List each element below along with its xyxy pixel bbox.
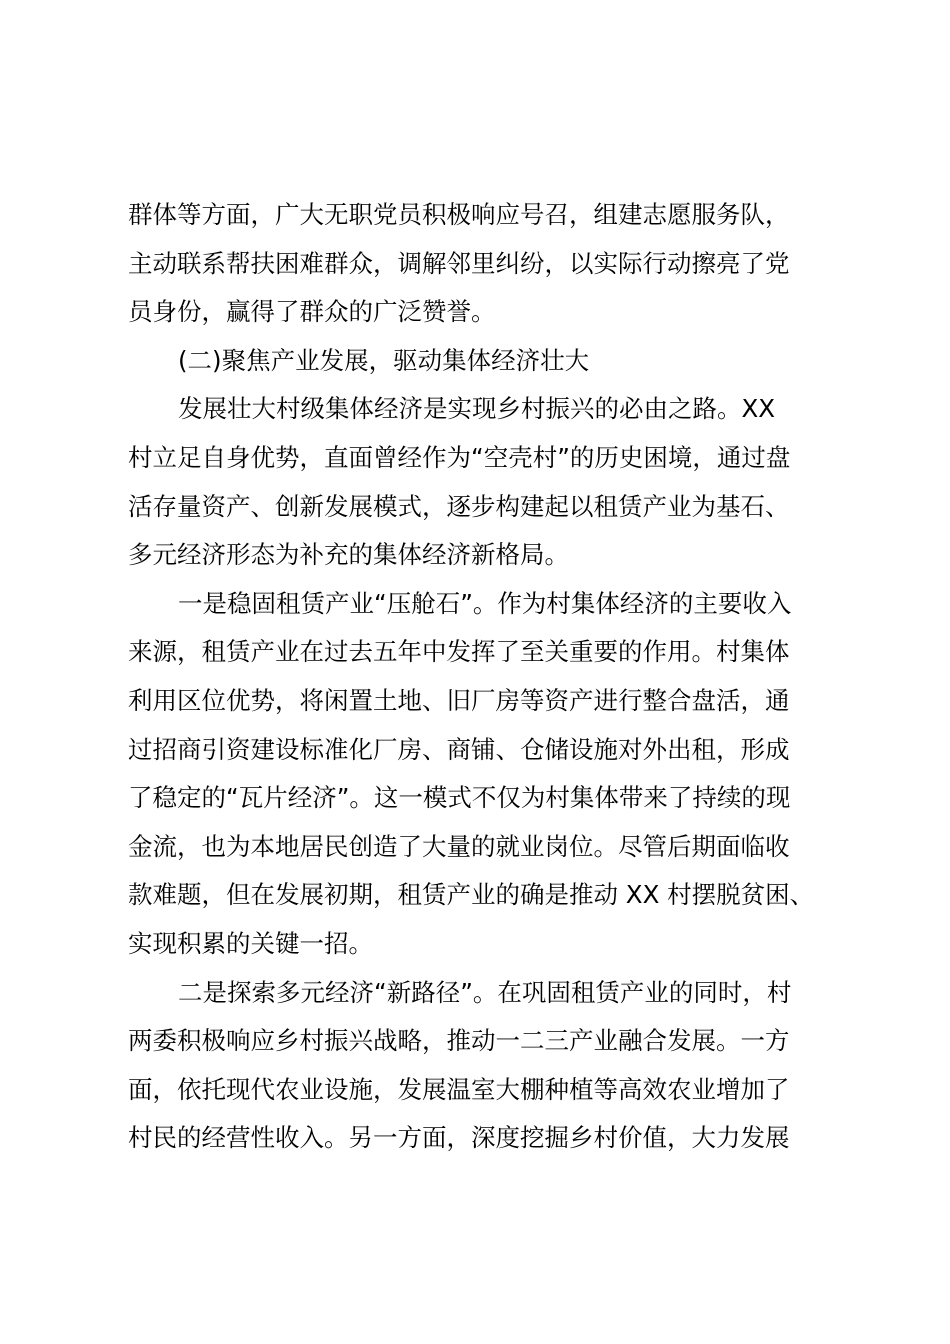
text-line: 村立足自身优势，直面曾经作为“空壳村”的历史困境，通过盘: [128, 442, 791, 472]
text-line: 员身份，赢得了群众的广泛赞誉。: [128, 297, 496, 327]
intro-paragraph: [128, 385, 828, 579]
text-line: 活存量资产、创新发展模式，逐步构建起以租赁产业为基石、: [128, 491, 790, 521]
document-body: [128, 191, 828, 1163]
text-line: 发展壮大村级集体经济是实现乡村振兴的必由之路。XX: [178, 394, 776, 424]
text-line: 金流，也为本地居民创造了大量的就业岗位。尽管后期面临收: [128, 831, 790, 861]
text-line: 过招商引资建设标准化厂房、商铺、仓储设施对外出租，形成: [128, 734, 790, 764]
text-line: 主动联系帮扶困难群众，调解邻里纠纷，以实际行动擦亮了党: [128, 248, 790, 278]
text-line: 实现积累的关键一招。: [128, 928, 373, 958]
diversified-paragraph: [128, 969, 828, 1163]
section-heading: (二)聚焦产业发展，驱动集体经济壮大: [178, 345, 590, 375]
text-line: 利用区位优势，将闲置土地、旧厂房等资产进行整合盘活，通: [128, 685, 790, 715]
text-line: 款难题，但在发展初期，租赁产业的确是推动 XX 村摆脱贫困、: [128, 880, 815, 910]
leasing-paragraph: [128, 580, 828, 969]
text-line: 村民的经营性收入。另一方面，深度挖掘乡村价值，大力发展: [128, 1123, 790, 1153]
text-line: 了稳定的“瓦片经济”。这一模式不仅为村集体带来了持续的现: [128, 783, 791, 813]
text-line: 多元经济形态为补充的集体经济新格局。: [128, 540, 569, 570]
paragraph-continuation: [128, 191, 828, 337]
text-line: 面，依托现代农业设施，发展温室大棚种植等高效农业增加了: [128, 1074, 790, 1104]
text-line: 来源，租赁产业在过去五年中发挥了至关重要的作用。村集体: [128, 637, 790, 667]
text-line: 两委积极响应乡村振兴战略，推动一二三产业融合发展。一方: [128, 1026, 790, 1056]
text-line: 二是探索多元经济“新路径”。在巩固租赁产业的同时，村: [178, 977, 792, 1007]
text-line: 群体等方面，广大无职党员积极响应号召，组建志愿服务队，: [128, 200, 790, 229]
text-line: 一是稳固租赁产业“压舱石”。作为村集体经济的主要收入: [178, 588, 792, 618]
